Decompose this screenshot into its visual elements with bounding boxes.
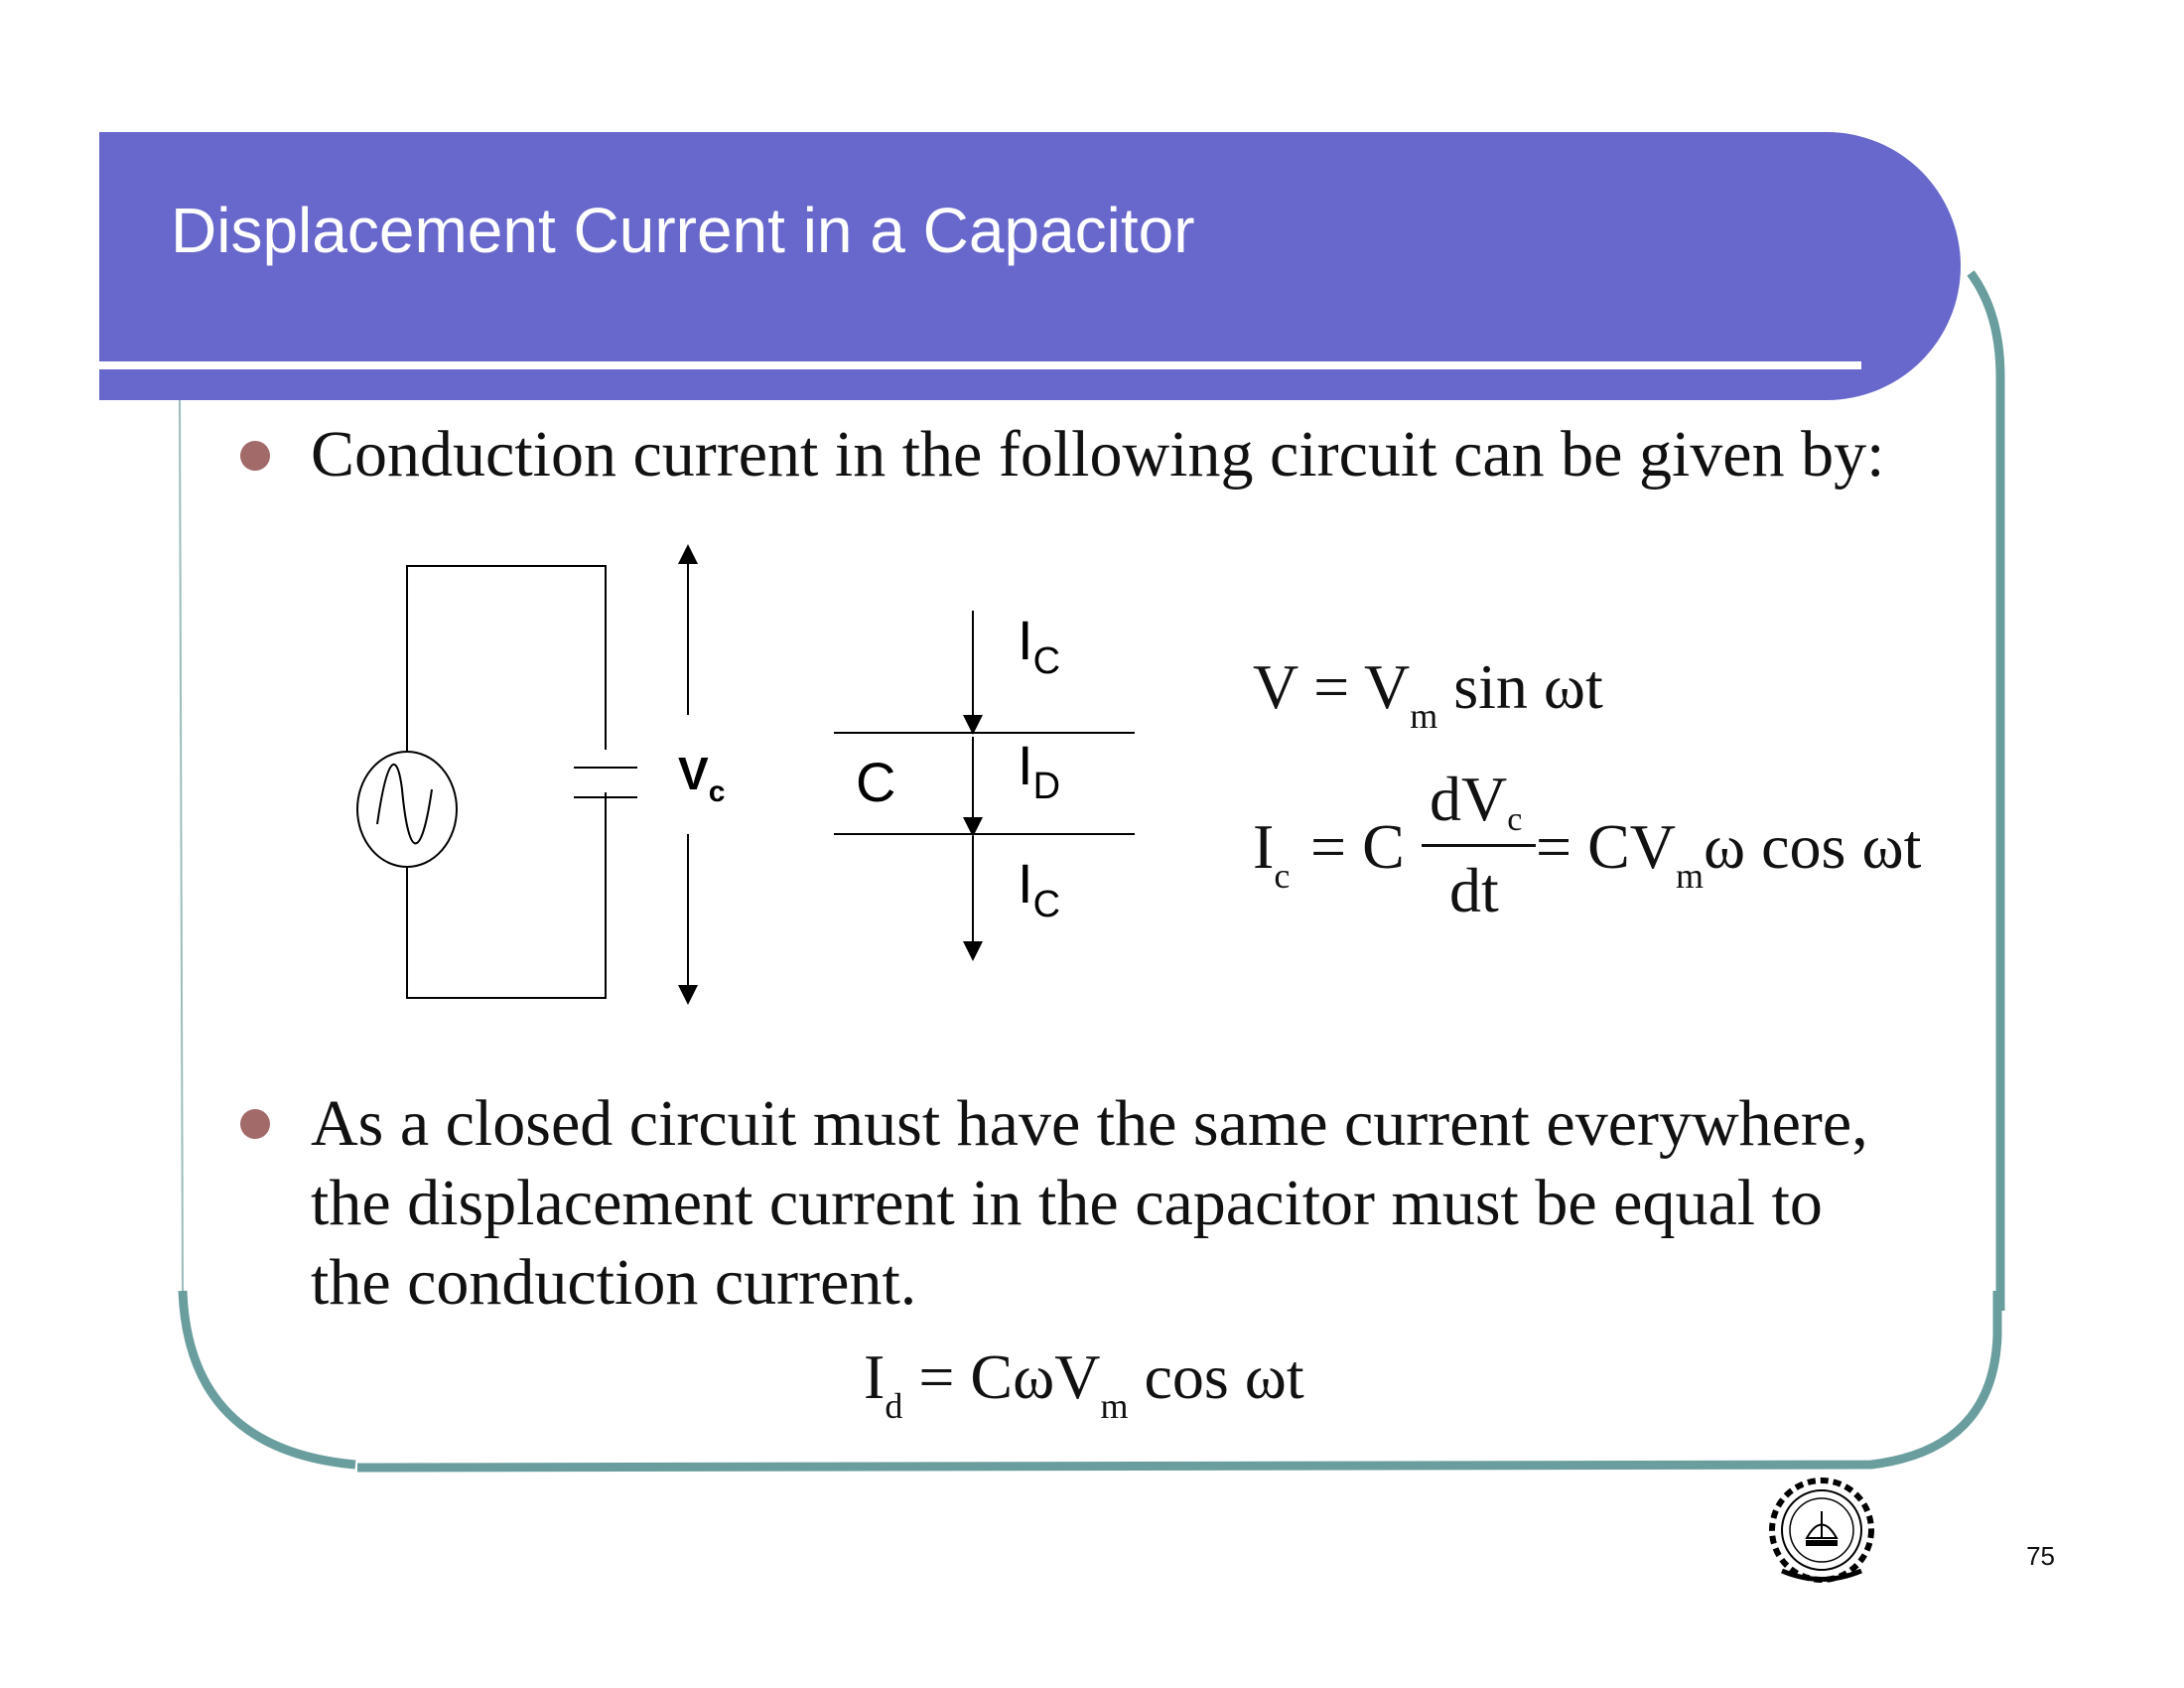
vc-label: $V_c$ (678, 748, 726, 808)
equation-voltage: $V = V_m$ sin ωt (1253, 651, 1603, 736)
equation-displacement-current: $I_d = C\omega V_m$ cos ωt (864, 1341, 1304, 1426)
bullet-icon (240, 1109, 270, 1139)
bullet-text-2-line-1: As a closed circuit must have the same current everywhere, (311, 1087, 1868, 1160)
bullet-text-2-line-2: the displacement current in the capacitor must be equal to (311, 1167, 1823, 1239)
ac-source-icon (357, 752, 457, 867)
ic-top-label: $I_C$ (1018, 609, 1061, 682)
ic-bottom-label: $I_C$ (1018, 852, 1061, 925)
id-label: $I_D$ (1018, 734, 1061, 807)
bullet-icon (240, 441, 270, 471)
bullet-text-1: Conduction current in the following circuit can be given by: (311, 418, 1885, 491)
bullet-text-2-line-3: the conduction current. (311, 1246, 917, 1319)
institute-logo (1762, 1477, 1881, 1588)
capacitor-label: C (856, 751, 896, 813)
slide-title: Displacement Current in a Capacitor (171, 195, 1195, 266)
equation-conduction-current: $I_c$ = C dVc dt = $CV_m\omega$ cos ωt (1253, 764, 1922, 925)
title-underline (99, 361, 1861, 369)
page-number: 75 (2026, 1541, 2055, 1571)
